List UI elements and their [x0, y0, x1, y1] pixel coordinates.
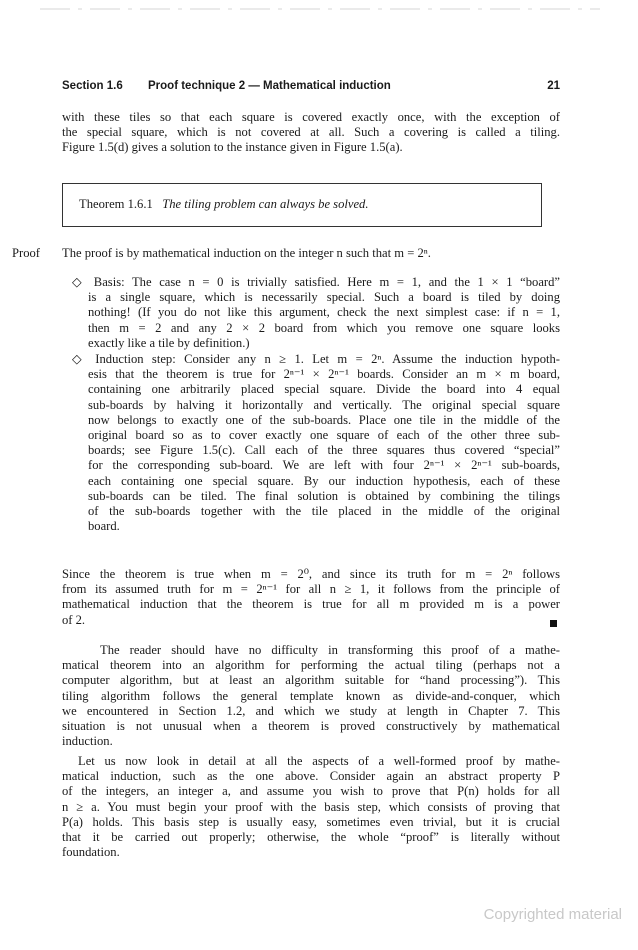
basis-line: is a single square, which is necessarily special. Such a board is tiled by doing [88, 290, 560, 305]
induction-line: containing one arbitrarily placed special square. Divide the board into 4 equal [88, 382, 560, 397]
conclusion-paragraph [62, 567, 560, 628]
reader-paragraph [62, 643, 560, 749]
induction-line: boards; see Figure 1.5(c). Call each of the three squares thus covered “special” [88, 443, 560, 458]
header-section: Section 1.6 [62, 80, 123, 92]
qed-square-icon [550, 620, 557, 627]
reader-line: tiling algorithm follows the general template known as divide-and-conquer, which [62, 688, 560, 703]
final-line: Let us now look in detail at all the aspects of a well-formed proof by mathe- [78, 754, 560, 768]
induction-line: of the sub-boards together with the tile placed in the middle of the original [88, 503, 560, 518]
induction-line: ◇ Induction step: Consider any n ≥ 1. Let m = 2ⁿ. Assume the induction hypoth- [72, 352, 560, 366]
top-scan-dashes [0, 4, 638, 14]
intro-line: the special square, which is not covered at all. Such a covering is called a tiling. [62, 125, 560, 140]
basis-line: nothing! (If you do not like this argument, check the next simplest case: if n = 1, [88, 305, 560, 320]
proof-first-line [62, 246, 560, 261]
induction-paragraph [72, 352, 560, 534]
induction-line: sub-boards by halving it horizontally and vertically. The original special square [88, 397, 560, 412]
basis-line: ◇ Basis: The case n = 0 is trivially satisfied. Here m = 1, and the 1 × 1 “board” [72, 275, 560, 289]
basis-paragraph [72, 275, 560, 351]
header-chapter-title: Proof technique 2 — Mathematical induction [148, 80, 391, 92]
final-line: foundation. [62, 845, 120, 860]
conclusion-line: of 2. [62, 612, 86, 627]
induction-line: for the corresponding sub-board. We are left with four 2ⁿ⁻¹ × 2ⁿ⁻¹ sub-boards, [88, 458, 560, 473]
intro-line: Figure 1.5(d) gives a solution to the instance given in Figure 1.5(a). [62, 140, 403, 155]
intro-line: with these tiles so that each square is covered exactly once, with the exception of [62, 110, 560, 124]
conclusion-line: mathematical induction that the theorem is true for all m provided m is a power [62, 597, 560, 612]
induction-line: original board so as to cover exactly one square of each of the other three sub- [88, 427, 560, 442]
reader-line: situation is not unusual when a theorem is proved constructively by mathematical [62, 718, 560, 733]
theorem-box [62, 183, 542, 227]
reader-line: matical theorem into an algorithm for performing the actual tiling (perhaps not a [62, 658, 560, 673]
induction-line: each containing one special square. By our induction hypothesis, each of these [88, 473, 560, 488]
final-line: that it be carried out properly; otherwise, the whole “proof” is literally without [62, 829, 560, 844]
conclusion-line: from its assumed truth for m = 2ⁿ⁻¹ for all n ≥ 1, it follows from the principle of [62, 582, 560, 597]
induction-line: now belongs to exactly one of the sub-boards. Place one tile in the middle of the [88, 412, 560, 427]
induction-line: esis that the theorem is true for 2ⁿ⁻¹ × 2ⁿ⁻¹ boards. Consider an m × m board, [88, 367, 560, 382]
reader-line: induction. [62, 734, 113, 749]
basis-line: exactly like a tile by definition.) [88, 335, 250, 350]
conclusion-line: Since the theorem is true when m = 2⁰, and since its truth for m = 2ⁿ follows [62, 567, 560, 581]
page-number: 21 [547, 80, 560, 92]
reader-line: computer algorithm, but at least an algorithm suitable for “hand processing”). This [62, 673, 560, 688]
theorem-text [79, 197, 369, 212]
proof-line: The proof is by mathematical induction on the integer n such that m = 2ⁿ. [62, 246, 431, 260]
basis-line: then m = 2 and any 2 × 2 board from which you remove one square looks [88, 320, 560, 335]
reader-line: The reader should have no difficulty in transforming this proof of a mathe- [100, 643, 560, 657]
theorem-label: Theorem 1.6.1 [79, 197, 153, 211]
final-line: n ≥ a. You must begin your proof with the basis step, which consists of proving that [62, 799, 560, 814]
intro-paragraph [62, 110, 560, 156]
reader-line: we encountered in Section 1.2, and which we study at length in Chapter 7. This [62, 703, 560, 718]
final-line: of the integers, an integer a, and assume you wish to prove that P(n) holds for all [62, 784, 560, 799]
theorem-statement: The tiling problem can always be solved. [162, 197, 369, 211]
final-line: P(a) holds. This basis step is usually easy, sometimes even trivial, but it is crucial [62, 814, 560, 829]
copyright-watermark: Copyrighted material [483, 906, 622, 923]
final-line: matical induction, such as the one above. Consider again an abstract property P [62, 769, 560, 784]
proof-label: Proof [12, 246, 40, 260]
induction-line: board. [88, 519, 120, 534]
final-paragraph [62, 754, 560, 860]
running-header [62, 80, 560, 98]
induction-line: sub-boards can be tiled. The final solution is obtained by combining the tilings [88, 488, 560, 503]
